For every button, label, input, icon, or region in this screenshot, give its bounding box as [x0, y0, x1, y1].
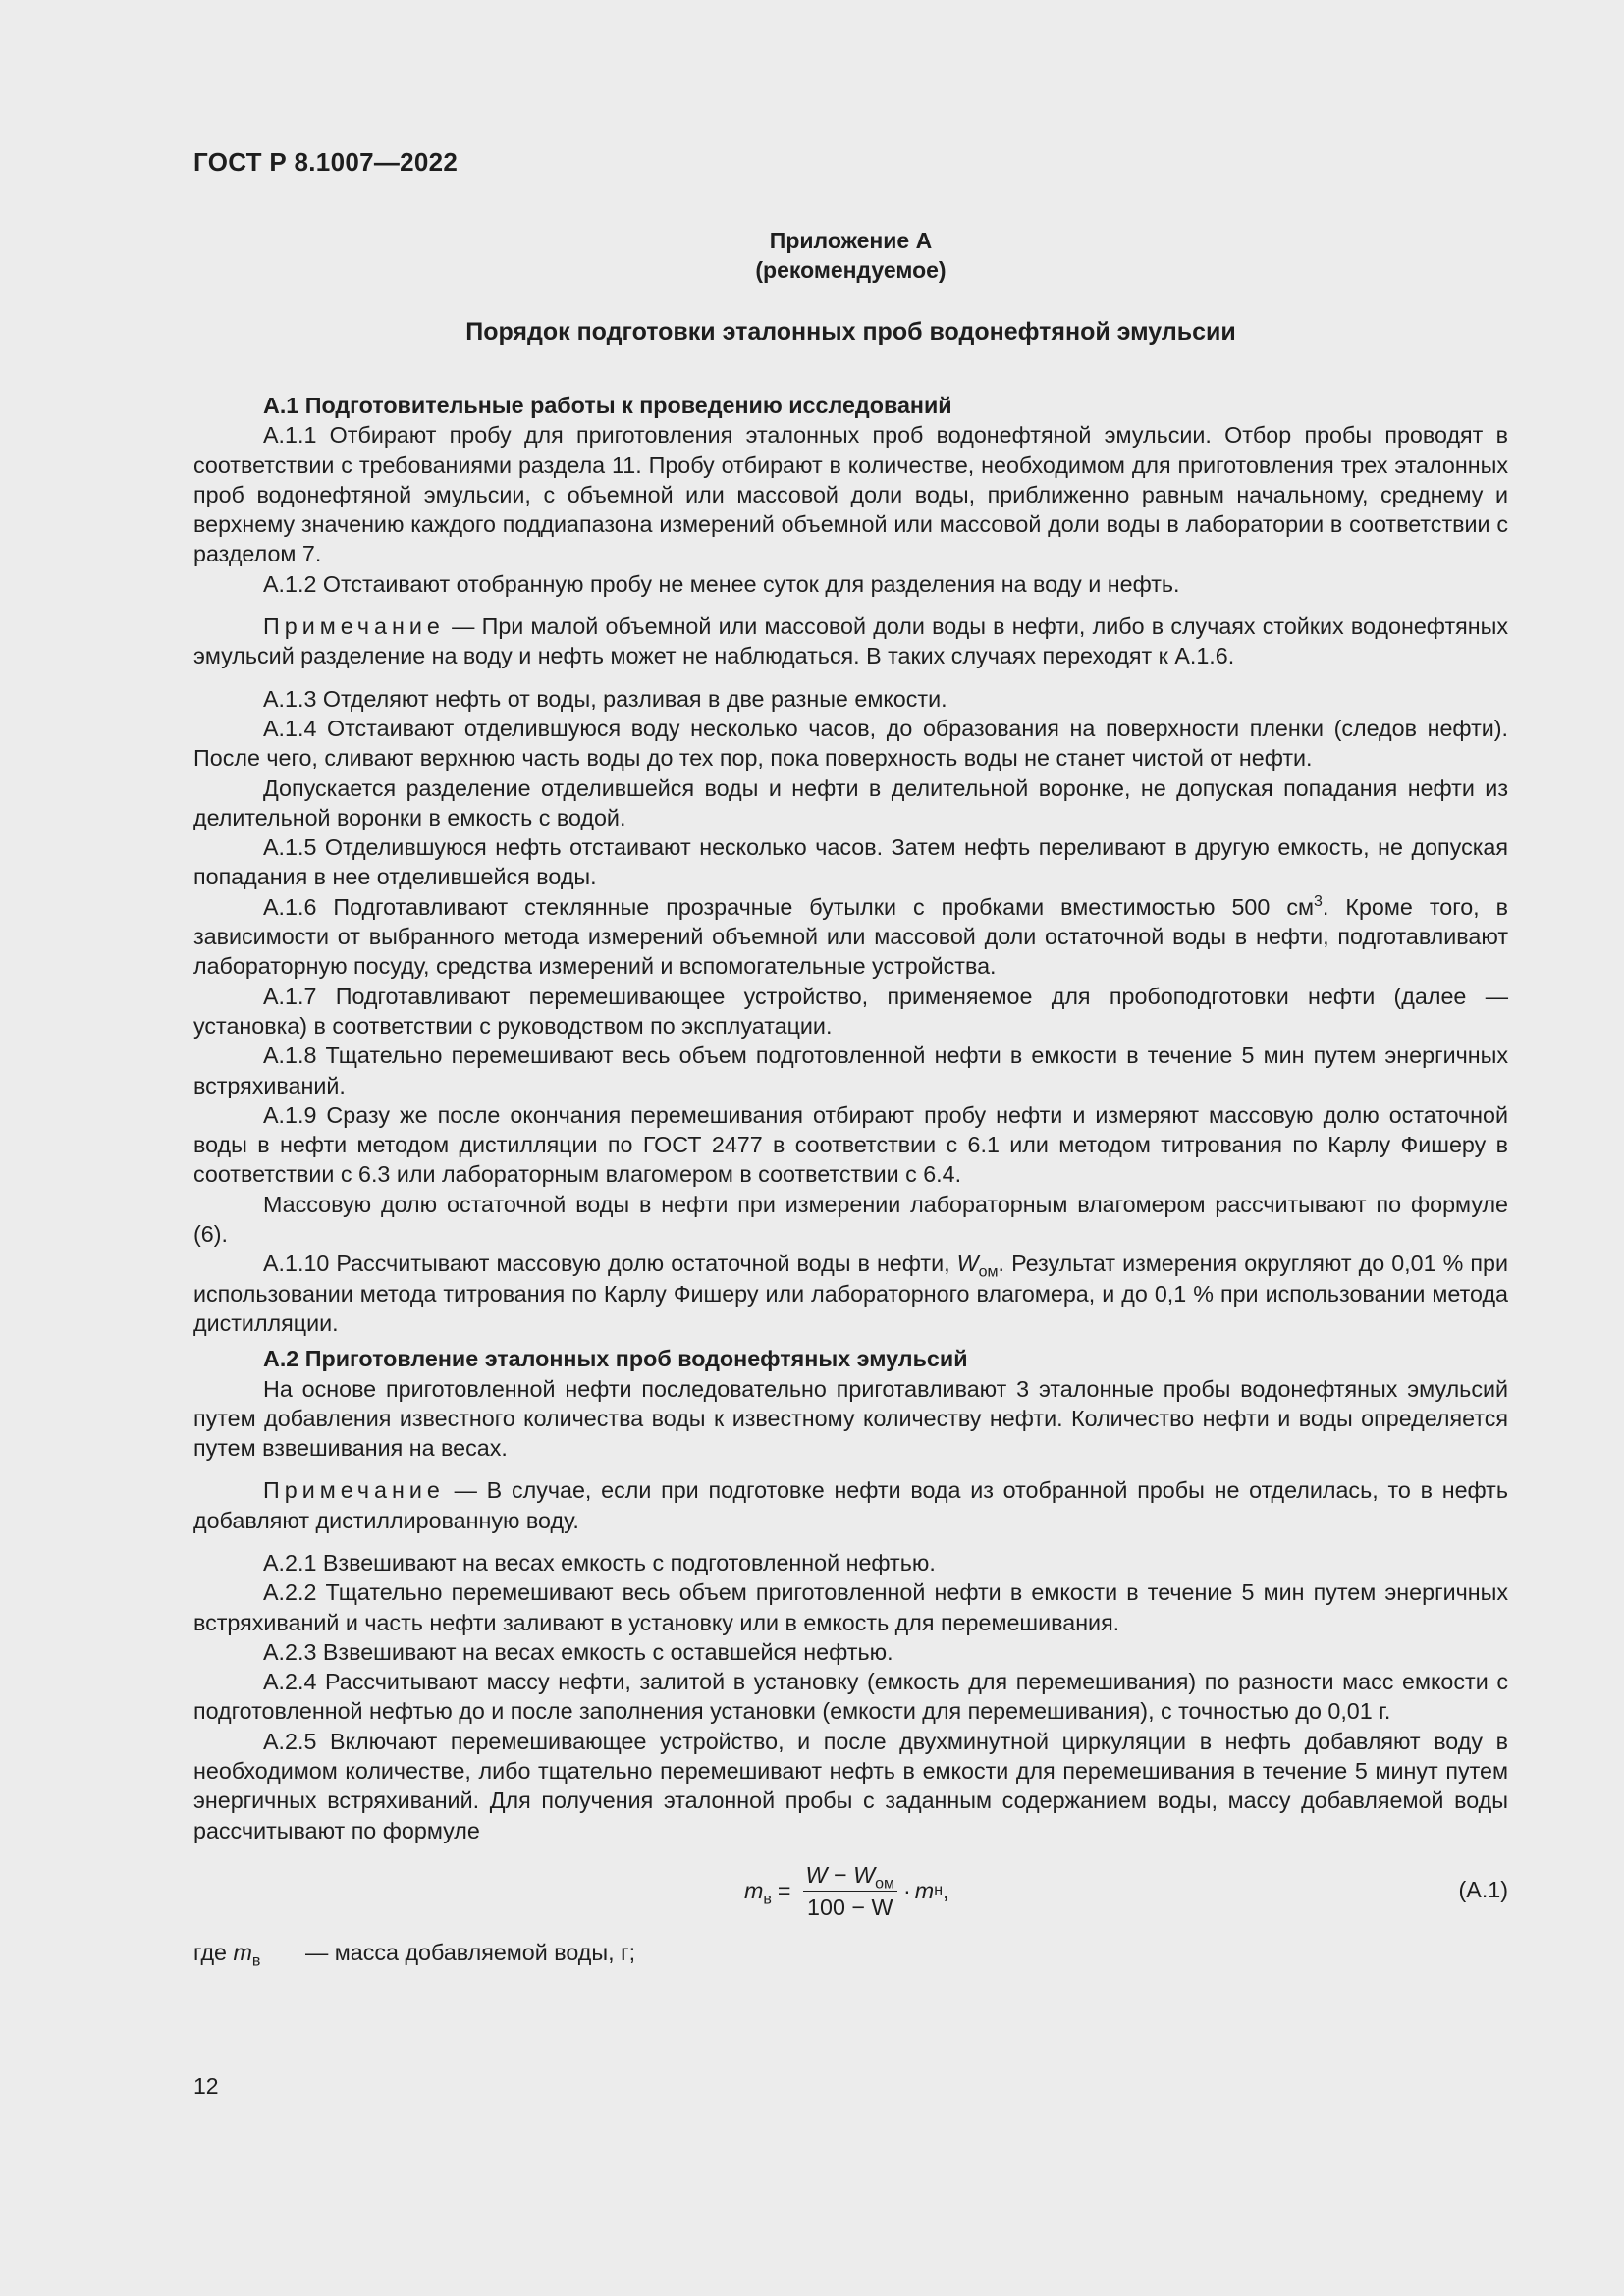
paragraph-a2-5: А.2.5 Включают перемешивающее устройство, и после двухминутной циркуляции в нефть добавляют воду в необходимом количестве, либо тщательно перемешивают нефть в емкости для перемешивания в течение 5 минут путем энергичных встряхиваний. Для получения эталонной пробы с заданным содержанием воды, массу добавляемой воды рассчитывают по формуле [193, 1728, 1508, 1843]
note-text: — В случае, если при подготовке нефти вода из отобранной пробы не отделилась, то в нефть добавляют дистиллированную воду. [193, 1477, 1508, 1533]
variable: m [744, 1878, 764, 1904]
document-body [193, 391, 1508, 1970]
formula-expression: $m_в$ = $\frac{W - W_{ом}}{100 - W}$ · m н , [744, 1861, 949, 1920]
subscript: ом [978, 1263, 999, 1281]
fraction-denominator: 100 − W [807, 1894, 893, 1920]
annex-title: Порядок подготовки эталонных проб водонефтяной эмульсии [465, 318, 1236, 346]
paragraph-a1-9: А.1.9 Сразу же после окончания перемешивания отбирают пробу нефти и измеряют массовую долю остаточной воды в нефти методом дистилляции по ГОСТ 2477 в соответствии с 6.1 или методом титрования по Карлу Фишеру в соответствии с 6.3 или лабораторным влагомером в соответствии с 6.4. [193, 1101, 1508, 1188]
variable: W [805, 1861, 828, 1888]
paragraph-a1-6 [193, 892, 1508, 982]
paragraph-a1-5: А.1.5 Отделившуюся нефть отстаивают несколько часов. Затем нефть переливают в другую емкость, не допуская попадания в нее отделившейся воды. [193, 834, 1508, 890]
paragraph-a1-4: А.1.4 Отстаивают отделившуюся воду несколько часов, до образования на поверхности пленки (следов нефти). После чего, сливают верхнюю часть воды до тех пор, пока поверхность воды не станет чистой от нефти. [193, 715, 1508, 772]
note-text: — При малой объемной или массовой доли воды в нефти, либо в случаях стойких водонефтяных эмульсий разделение на воду и нефть может не наблюдаться. В таких случаях переходят к А.1.6. [193, 614, 1508, 669]
subscript: в [251, 1952, 261, 1970]
annex-label: Приложение А [769, 228, 933, 253]
superscript: 3 [1314, 892, 1323, 910]
paragraph-a1-9-cont: Массовую долю остаточной воды в нефти при измерении лабораторным влагомером рассчитывают по формуле (6). [193, 1191, 1508, 1248]
variable: W [956, 1251, 979, 1277]
variable: m [233, 1939, 252, 1965]
operator: − [827, 1861, 854, 1888]
section-heading-a1: А.1 Подготовительные работы к проведению исследований [263, 393, 952, 418]
where-description: — масса добавляемой воды, г; [305, 1939, 636, 1965]
paragraph-a2-4: А.2.4 Рассчитывают массу нефти, залитой в установку (емкость для перемешивания) по разности масс емкости с подготовленной нефтью до и после заполнения установки (емкости для перемешивания), с точностью до 0,01 г. [193, 1669, 1508, 1725]
formula-explanation [193, 1938, 1508, 1970]
text-run: . Результат измерения округляют до 0,01 % при использовании метода титрования по Карлу Фишеру или лабораторного влагомера, и до 0,1 % при использовании метода дистилляции. [193, 1251, 1508, 1336]
page-number: 12 [193, 2073, 219, 2099]
paragraph-a2-1: А.2.1 Взвешивают на весах емкость с подготовленной нефтью. [263, 1549, 936, 1575]
paragraph-a1-8: А.1.8 Тщательно перемешивают весь объем подготовленной нефти в емкости в течение 5 мин путем энергичных встряхиваний. [193, 1042, 1508, 1098]
annex-heading [193, 226, 1508, 285]
paragraph-a1-7: А.1.7 Подготавливают перемешивающее устройство, применяемое для пробоподготовки нефти (далее — установка) в соответствии с руководством по эксплуатации. [193, 983, 1508, 1039]
paragraph-a1-3: А.1.3 Отделяют нефть от воды, разливая в две разные емкости. [263, 685, 947, 712]
note-label: Примечание [263, 1477, 445, 1504]
where-label: где [193, 1939, 234, 1965]
punctuation: , [943, 1878, 949, 1904]
formula-a1 [193, 1857, 1508, 1932]
multiply-dot: · [903, 1878, 911, 1904]
where-term [193, 1938, 305, 1970]
note-label: Примечание [263, 614, 445, 640]
paragraph-a1-4-cont: Допускается разделение отделившейся воды и нефти в делительной воронке, не допуская попадания нефти из делительной воронки в емкость с водой. [193, 774, 1508, 830]
text-run: . Кроме того, в зависимости от выбранного метода измерений объемной или массовой доли остаточной воды в нефти, подготавливают лабораторную посуду, средства измерений и вспомогательные устройства. [193, 893, 1508, 980]
formula-fraction [803, 1861, 897, 1921]
paragraph-a1-10 [193, 1249, 1508, 1338]
paragraph-a1-2: А.1.2 Отстаивают отобранную пробу не менее суток для разделения на воду и нефть. [263, 570, 1180, 597]
variable: m [914, 1878, 935, 1904]
note-1 [193, 612, 1508, 671]
equals-sign: = [777, 1878, 791, 1904]
text-run: А.1.6 Подготавливают стеклянные прозрачные бутылки с пробками вместимостью 500 см [263, 893, 1315, 920]
annex-status: (рекомендуемое) [755, 257, 947, 283]
paragraph-a1-1: А.1.1 Отбирают пробу для приготовления эталонных проб водонефтяной эмульсии. Отбор пробы проводят в соответствии с требованиями раздела 11. Пробу отбирают в количестве, необходимом для приготовления трех эталонных проб водонефтяной эмульсии, с объемной или массовой доли воды, приближенно равным начальному, среднему и верхнему значению каждого поддиапазона измерений объемной или массовой доли воды в лаборатории в соответствии с разделом 7. [193, 422, 1508, 567]
variable: W [853, 1861, 876, 1888]
subscript: ом [875, 1875, 894, 1893]
text-run: А.1.10 Рассчитывают массовую долю остаточной воды в нефти, [263, 1251, 957, 1277]
section-heading-a2: А.2 Приготовление эталонных проб водонефтяных эмульсий [263, 1346, 968, 1372]
formula-number: (А.1) [1458, 1876, 1508, 1902]
fraction-numerator [803, 1861, 897, 1892]
document-header: ГОСТ Р 8.1007—2022 [193, 147, 459, 177]
subscript: в [763, 1891, 772, 1908]
note-2 [193, 1475, 1508, 1535]
formula-lhs [744, 1876, 772, 1908]
paragraph-a2-intro: На основе приготовленной нефти последовательно приготавливают 3 эталонные пробы водонефтяных эмульсий путем добавления известного количества воды к известному количеству нефти. Количество нефти и воды определяется путем взвешивания на весах. [193, 1375, 1508, 1462]
paragraph-a2-3: А.2.3 Взвешивают на весах емкость с оставшейся нефтью. [263, 1638, 893, 1665]
paragraph-a2-2: А.2.2 Тщательно перемешивают весь объем приготовленной нефти в емкости в течение 5 мин путем энергичных встряхиваний и часть нефти заливают в установку или в емкость для перемешивания. [193, 1579, 1508, 1635]
